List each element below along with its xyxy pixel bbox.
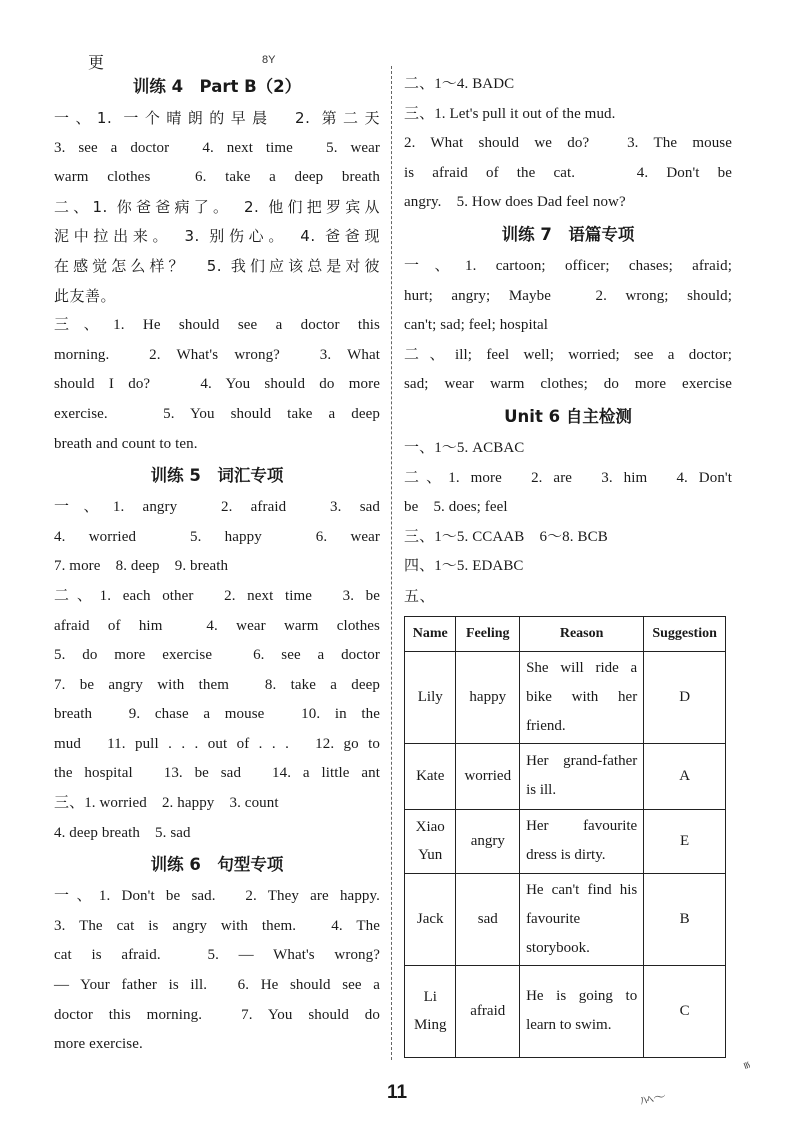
answer-line: 二、1. each other 2. next time 3. be	[54, 587, 380, 604]
column-divider	[391, 66, 392, 1060]
answer-line: can't; sad; feel; hospital	[404, 317, 549, 334]
cell-name: Lily	[405, 651, 456, 743]
answer-line: mud 11. pull . . . out of . . . 12. go to	[54, 735, 380, 752]
cell-reason: He is going to learn to swim.	[520, 965, 644, 1057]
cell-suggestion: B	[644, 873, 726, 965]
answer-line: more exercise.	[54, 1036, 143, 1053]
cell-reason: He can't find his favourite storybook.	[520, 873, 644, 965]
answer-line: 二、1～4. BADC	[404, 76, 515, 92]
answer-line: 二、1. 你爸爸病了。 2. 他们把罗宾从	[54, 197, 380, 216]
answer-line: afraid of him 4. wear warm clothes	[54, 617, 380, 634]
answer-line: 三、1～5. CCAAB 6～8. BCB	[404, 528, 608, 545]
cell-name: Xiao Yun	[405, 809, 456, 873]
answer-line: 三、1. He should see a doctor this	[54, 317, 380, 334]
table-row	[405, 809, 726, 873]
answer-line: breath 9. chase a mouse 10. in the	[54, 706, 380, 723]
section-title-training-5: 训练 5 词汇专项	[150, 466, 284, 486]
answer-line: exercise. 5. You should take a deep	[54, 405, 380, 422]
answer-line: 3. The cat is angry with them. 4. The	[54, 917, 380, 934]
answer-line: — Your father is ill. 6. He should see a	[54, 977, 380, 994]
header-name: Name	[405, 616, 456, 651]
answer-line: 7. be angry with them 8. take a deep	[54, 676, 380, 693]
answer-line: cat is afraid. 5. — What's wrong?	[54, 947, 380, 964]
section-title-unit-6-test: Unit 6 自主检测	[504, 406, 632, 426]
header-reason: Reason	[520, 616, 644, 651]
answer-line: 二、ill; feel well; worried; see a doctor;	[404, 346, 732, 363]
answer-line: 2. What should we do? 3. The mouse	[404, 135, 732, 152]
feelings-table	[404, 616, 726, 1058]
answer-line: 一、1. cartoon; officer; chases; afraid;	[404, 257, 732, 274]
answer-line: 泥中拉出来。 3. 别伤心。 4. 爸爸现	[54, 227, 380, 246]
answer-line: 一、1. Don't be sad. 2. They are happy.	[54, 888, 380, 905]
cell-suggestion: E	[644, 809, 726, 873]
right-column	[404, 70, 732, 1058]
corner-mark: ≌	[739, 1059, 753, 1072]
answer-line: 7. more 8. deep 9. breath	[54, 558, 229, 575]
answer-line: 3. see a doctor 4. next time 5. wear	[54, 139, 380, 156]
answer-line: is afraid of the cat. 4. Don't be	[404, 164, 732, 181]
section-title-training-7: 训练 7 语篇专项	[501, 224, 635, 244]
page-number: 11	[387, 1082, 408, 1103]
cell-suggestion: A	[644, 743, 726, 809]
left-column	[54, 70, 380, 1060]
handwritten-scribble: ﾊﾍ～	[639, 1089, 668, 1110]
header-suggestion: Suggestion	[644, 616, 726, 651]
answer-line: 三、1. Let's pull it out of the mud.	[404, 105, 616, 122]
table-row	[405, 965, 726, 1057]
cell-suggestion: C	[644, 965, 726, 1057]
answer-line: angry. 5. How does Dad feel now?	[404, 194, 626, 211]
section-title-training-4: 训练 4 Part B（2）	[132, 77, 302, 96]
answer-line: should I do? 4. You should do more	[54, 376, 380, 393]
answer-line: 四、1～5. EDABC	[404, 558, 524, 575]
table-row	[405, 873, 726, 965]
cell-feeling: happy	[456, 651, 520, 743]
header-code: 8Y	[262, 54, 276, 66]
feelings-table-wrapper	[404, 616, 726, 1058]
answer-line: hurt; angry; Maybe 2. wrong; should;	[404, 287, 732, 304]
answer-line: 一、1. angry 2. afraid 3. sad	[54, 499, 380, 516]
table-row	[405, 743, 726, 809]
answer-line: 三、1. worried 2. happy 3. count	[54, 795, 279, 812]
answer-line: 一、1. 一个晴朗的早晨 2. 第二天	[54, 109, 380, 127]
table-header-row	[405, 616, 726, 651]
cell-name: Li Ming	[405, 965, 456, 1057]
answer-line: 此友善。	[54, 286, 117, 305]
answer-line: morning. 2. What's wrong? 3. What	[54, 346, 380, 363]
cell-feeling: angry	[456, 809, 520, 873]
cell-suggestion: D	[644, 651, 726, 743]
cell-name: Jack	[405, 873, 456, 965]
answer-line: 在感觉怎么样？ 5. 我们应该总是对彼	[54, 256, 380, 275]
answer-line: sad; wear warm clothes; do more exercise	[404, 376, 732, 393]
answer-line: 4. worried 5. happy 6. wear	[54, 528, 380, 545]
cell-feeling: sad	[456, 873, 520, 965]
cell-reason: Her favourite dress is dirty.	[520, 809, 644, 873]
answer-line: warm clothes 6. take a deep breath	[54, 169, 380, 186]
answer-line: 5. do more exercise 6. see a doctor	[54, 647, 380, 664]
header-character: 更	[88, 53, 105, 72]
answer-line: 二、1. more 2. are 3. him 4. Don't	[404, 469, 732, 486]
cell-feeling: worried	[456, 743, 520, 809]
answer-line: the hospital 13. be sad 14. a little ant	[54, 765, 380, 782]
cell-name: Kate	[405, 743, 456, 809]
cell-reason: Her grand-father is ill.	[520, 743, 644, 809]
table-row	[405, 651, 726, 743]
answer-line: breath and count to ten.	[54, 435, 198, 452]
answer-line: be 5. does; feel	[404, 499, 508, 516]
header-feeling: Feeling	[456, 616, 520, 651]
answer-line: doctor this morning. 7. You should do	[54, 1006, 380, 1023]
answer-line: 五、	[404, 586, 436, 605]
section-title-training-6: 训练 6 句型专项	[150, 855, 284, 875]
answer-line: 4. deep breath 5. sad	[54, 824, 191, 841]
answer-line: 一、1～5. ACBAC	[404, 439, 525, 456]
cell-reason: She will ride a bike with her friend.	[520, 651, 644, 743]
cell-feeling: afraid	[456, 965, 520, 1057]
